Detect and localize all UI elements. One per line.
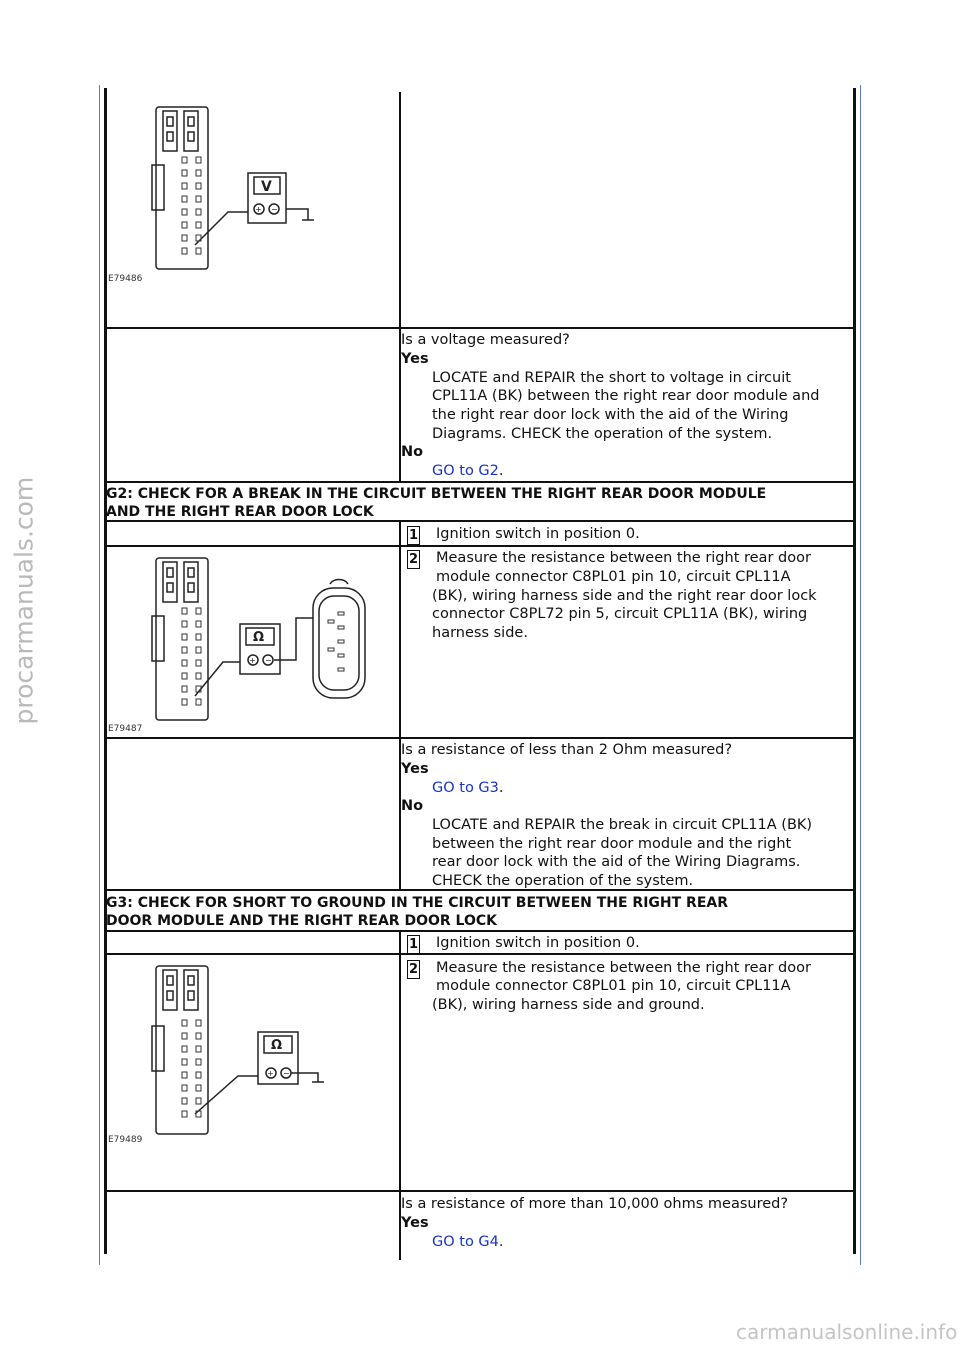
g2-step1-number: 1 (408, 528, 419, 543)
g3-heading-line1: G3: CHECK FOR SHORT TO GROUND IN THE CIRCUIT BETWEEN THE RIGHT REAR (106, 895, 729, 911)
connector-pin (196, 1085, 201, 1091)
wiring-figure-2 (108, 548, 398, 735)
connector-pin (182, 1046, 187, 1052)
page-frame-right-blue (860, 85, 861, 1265)
g3-heading-line2: DOOR MODULE AND THE RIGHT REAR DOOR LOCK (106, 913, 497, 929)
connector-pin (182, 248, 187, 254)
row-divider (106, 737, 854, 739)
g2-heading-line1: G2: CHECK FOR A BREAK IN THE CIRCUIT BETWEEN THE RIGHT REAR DOOR MODULE (106, 486, 767, 502)
lock-connector-pin (338, 612, 344, 615)
connector-pin (196, 157, 201, 163)
figure-3-code: E79489 (108, 1135, 143, 1145)
connector-pin (182, 1098, 187, 1104)
block1-no-line (432, 462, 504, 480)
connector-pin (196, 209, 201, 215)
g2-step2-line: (BK), wiring harness side and the right rear door lock (432, 588, 817, 604)
row-divider (106, 930, 854, 932)
g3-step1-number: 1 (408, 937, 419, 952)
connector-pin (182, 621, 187, 627)
lock-connector-pin (338, 668, 344, 671)
connector-pin (196, 1059, 201, 1065)
connector-pin (196, 608, 201, 614)
row-divider (106, 327, 854, 329)
block1-question: Is a voltage measured? (401, 332, 570, 348)
ohmmeter-label: Ω (271, 1038, 283, 1053)
page-frame-right-black (853, 88, 856, 1254)
lock-connector-pin (328, 620, 334, 623)
block1-yes-label: Yes (401, 351, 429, 367)
connector-pin (182, 196, 187, 202)
wiring-figure-3 (108, 956, 398, 1188)
voltmeter-label: V (261, 179, 272, 195)
connector-pin (182, 673, 187, 679)
page-frame-left-black (104, 88, 107, 1254)
connector-pin (182, 157, 187, 163)
connector-pin (196, 660, 201, 666)
connector-pin (196, 183, 201, 189)
g2-no-line: LOCATE and REPAIR the break in circuit CPL11A (BK) (432, 817, 813, 833)
connector-pin (182, 647, 187, 653)
plus-icon: + (249, 656, 256, 665)
figure-1-code: E79486 (108, 274, 143, 284)
connector-pin (196, 634, 201, 640)
connector-pin (196, 248, 201, 254)
g3-step2-line: Measure the resistance between the right rear door (436, 960, 811, 976)
lock-connector-pin (338, 640, 344, 643)
connector-pin (196, 1046, 201, 1052)
period: . (498, 1234, 504, 1250)
column-divider-1 (399, 92, 401, 482)
period: . (498, 780, 504, 796)
connector-pin (182, 209, 187, 215)
go-to-g2-link[interactable]: GO to G2 (432, 463, 499, 479)
go-to-g3-link[interactable]: GO to G3 (432, 780, 499, 796)
g2-no-line: CHECK the operation of the system. (432, 873, 694, 889)
row-divider (106, 481, 854, 483)
g2-no-line: between the right rear door module and the right (432, 836, 792, 852)
g2-step2-line: module connector C8PL01 pin 10, circuit CPL11A (436, 569, 791, 585)
wiring-figure-1 (108, 95, 398, 325)
connector-pin (182, 1059, 187, 1065)
connector-pin (182, 608, 187, 614)
connector-pin (196, 621, 201, 627)
connector-pin (196, 196, 201, 202)
plus-icon: + (255, 205, 262, 214)
connector-pin (196, 170, 201, 176)
connector-pin (196, 1098, 201, 1104)
g2-yes-label: Yes (401, 761, 429, 777)
connector-pin (182, 1072, 187, 1078)
connector-pin (196, 647, 201, 653)
g2-step2-line: Measure the resistance between the right rear door (436, 550, 811, 566)
g3-step2-number: 2 (408, 962, 419, 977)
figure-2-code: E79487 (108, 724, 143, 734)
side-watermark: procarmanuals.com (9, 476, 39, 725)
g3-question: Is a resistance of more than 10,000 ohms measured? (401, 1196, 789, 1212)
g3-step1-text: Ignition switch in position 0. (436, 935, 640, 951)
g2-step2-number: 2 (408, 552, 419, 567)
g2-step1-text: Ignition switch in position 0. (436, 526, 640, 542)
connector-pin (196, 1072, 201, 1078)
g2-step2-line: connector C8PL72 pin 5, circuit CPL11A (BK), wiring (432, 606, 808, 622)
g2-heading-line2: AND THE RIGHT REAR DOOR LOCK (106, 504, 374, 520)
g3-yes-label: Yes (401, 1215, 429, 1231)
connector-pin (196, 699, 201, 705)
minus-icon: − (271, 205, 278, 214)
connector-pin (196, 222, 201, 228)
block1-no-label: No (401, 444, 424, 460)
connector-pin (196, 673, 201, 679)
g2-yes-line (432, 779, 504, 797)
footer-watermark: carmanualsonline.info (736, 1320, 958, 1344)
g2-step2-line: harness side. (432, 625, 528, 641)
lock-connector-pin (338, 626, 344, 629)
connector-pin (196, 1020, 201, 1026)
row-divider (106, 1190, 854, 1192)
g2-no-label: No (401, 798, 424, 814)
g3-step2-line: (BK), wiring harness side and ground. (432, 997, 705, 1013)
row-divider (106, 953, 854, 955)
g2-no-line: rear door lock with the aid of the Wiring Diagrams. (432, 854, 801, 870)
g3-step2-line: module connector C8PL01 pin 10, circuit CPL11A (436, 978, 791, 994)
connector-pin (182, 686, 187, 692)
lock-connector-pin (338, 654, 344, 657)
connector-pin (182, 1033, 187, 1039)
g3-yes-line (432, 1233, 504, 1251)
block1-yes-line: Diagrams. CHECK the operation of the system. (432, 426, 773, 442)
connector-pin (182, 660, 187, 666)
minus-icon: − (265, 656, 272, 665)
plus-icon: + (267, 1069, 274, 1078)
connector-pin (182, 699, 187, 705)
row-divider (106, 545, 854, 547)
connector-pin (182, 183, 187, 189)
column-divider-2 (399, 520, 401, 890)
period: . (498, 463, 504, 479)
page-frame-left-blue (99, 85, 100, 1265)
lock-connector-pin (328, 648, 334, 651)
go-to-g4-link[interactable]: GO to G4 (432, 1234, 499, 1250)
block1-yes-line: LOCATE and REPAIR the short to voltage in circuit (432, 370, 791, 386)
connector-pin (196, 1033, 201, 1039)
connector-pin (182, 1111, 187, 1117)
connector-pin (182, 634, 187, 640)
g2-question: Is a resistance of less than 2 Ohm measured? (401, 742, 733, 758)
minus-icon: − (283, 1069, 290, 1078)
connector-pin (182, 1020, 187, 1026)
block1-yes-line: CPL11A (BK) between the right rear door module and (432, 388, 820, 404)
connector-pin (182, 222, 187, 228)
connector-pin (182, 170, 187, 176)
connector-pin (182, 1085, 187, 1091)
block1-yes-line: the right rear door lock with the aid of the Wiring (432, 407, 789, 423)
connector-pin (182, 235, 187, 241)
ohmmeter-label: Ω (253, 630, 265, 645)
